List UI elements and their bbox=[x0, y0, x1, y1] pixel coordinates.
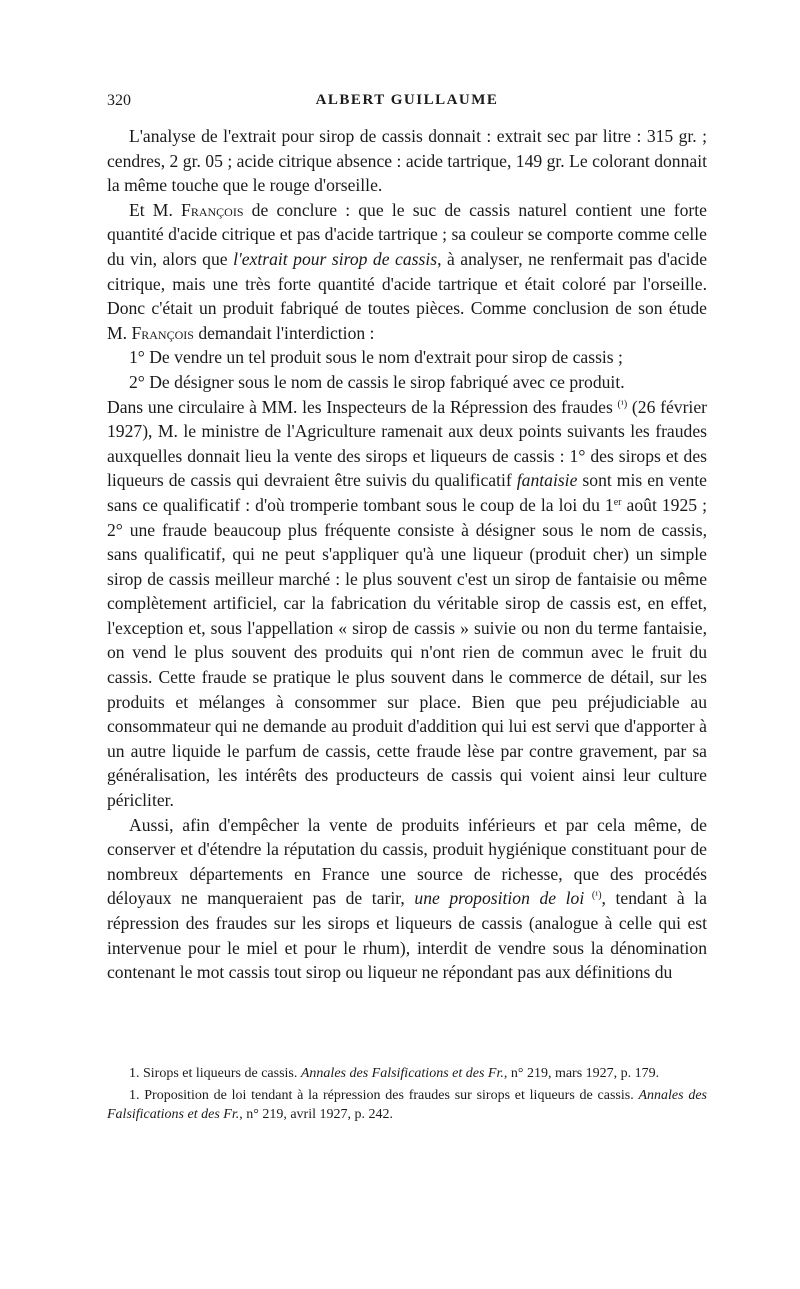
author-name: François bbox=[181, 199, 244, 220]
paragraph-analysis: L'analyse de l'extrait pour sirop de cassis donnait : extrait sec par litre : 315 gr. ; cendres, 2 gr. 05 ; acide citrique absence : acide tartrique, 149 gr. Le colorant donnait la même touche que le rouge d'orseille. bbox=[107, 126, 707, 196]
list-item: 1° De vendre un tel produit sous le nom d'extrait pour sirop de cassis ; bbox=[129, 347, 623, 368]
footnote-1: 1. Sirops et liqueurs de cassis. Annales des Falsifications et des Fr., n° 219, mars 1927, p. 179. bbox=[129, 1066, 660, 1081]
body-text bbox=[107, 124, 707, 985]
page-header bbox=[107, 92, 707, 116]
footnotes bbox=[107, 1064, 707, 1127]
page-number: 320 bbox=[107, 92, 131, 109]
author-name: François bbox=[131, 322, 194, 343]
list-item: 2° De désigner sous le nom de cassis le sirop fabriqué avec ce produit. bbox=[129, 371, 625, 392]
running-head: ALBERT GUILLAUME bbox=[315, 92, 499, 108]
footnote-2: 1. Proposition de loi tendant à la répression des fraudes sur sirops et liqueurs de cassis. Annales des Falsifications et des Fr., n° 219, avril 1927, p. 242. bbox=[107, 1087, 708, 1122]
footnote-ref: (¹) bbox=[617, 398, 628, 410]
paragraph-proposition: Aussi, afin d'empêcher la vente de produits inférieurs et par cela même, de conserver et d'étendre la réputation du cassis, produit hygiénique constituant pour de nombreux départements en France une source de richesse, que des procédés déloyaux ne manqueraient pas de tarir, une proposition de loi $^{(^1)}$, tendant à la répression des fraudes sur les sirops et liqueurs de cassis (analogue à celle qui est intervenue pour le miel et pour le rhum), interdit de vendre sous la dénomination contenant le mot cassis tout sirop ou liqueur ne répondant pas aux définitions du bbox=[107, 814, 707, 983]
paragraph-circular: Dans une circulaire à MM. les Inspecteurs de la Répression des fraudes $^{(^1)}$ (26 février 1927), M. le ministre de l'Agriculture ramenait aux deux points suivants les fraudes auxquelles donnait lieu la vente des sirops et liqueurs de cassis : 1° des sirops et des liqueurs de cassis qui devraient être suivis du qualificatif fantaisie sont mis en vente sans ce qualificatif : d'où tromperie tombant sous le coup de la loi du 1er août 1925 ; 2° une fraude beaucoup plus fréquente consiste à désigner sous le nom de cassis, sans qualificatif, qui ne peut s'appliquer qu'à une liqueur (produit cher) un simple sirop de cassis meilleur marché : le plus souvent c'est un sirop de fantaisie ou même complètement artificiel, car la fabrication du véritable sirop de cassis est, en effet, l'exception et, sous l'appellation « sirop de cassis » suivie ou non du terme fantaisie, on vend le plus souvent des produits qui n'ont rien de commun avec le fruit du cassis. Cette fraude se pratique le plus souvent dans le commerce de détail, sur les produits et mélanges à consommer sur place. Bien que peu préjudiciable au consommateur qui ne demande au produit d'addition qui lui est servi que d'apporter à un autre liquide le parfum de cassis, cette fraude lèse par contre gravement, par sa généralisation, les intérêts des producteurs de cassis qui voient ainsi leur culture péricliter. bbox=[107, 396, 708, 811]
paragraph-conclusion: Et M. François de conclure : que le suc de cassis naturel contient une forte quantité d'acide citrique et pas d'acide tartrique ; sa couleur se comporte comme celle du vin, alors que l'extrait pour sirop de cassis, à analyser, ne renfermait pas d'acide citrique, mais une très forte quantité d'acide tartrique et était coloré par l'orseille. Donc c'était un produit fabriqué de toutes pièces. Comme conclusion de son étude M. François demandait l'interdiction : bbox=[107, 199, 707, 343]
footnote-ref: (¹) bbox=[584, 890, 602, 902]
